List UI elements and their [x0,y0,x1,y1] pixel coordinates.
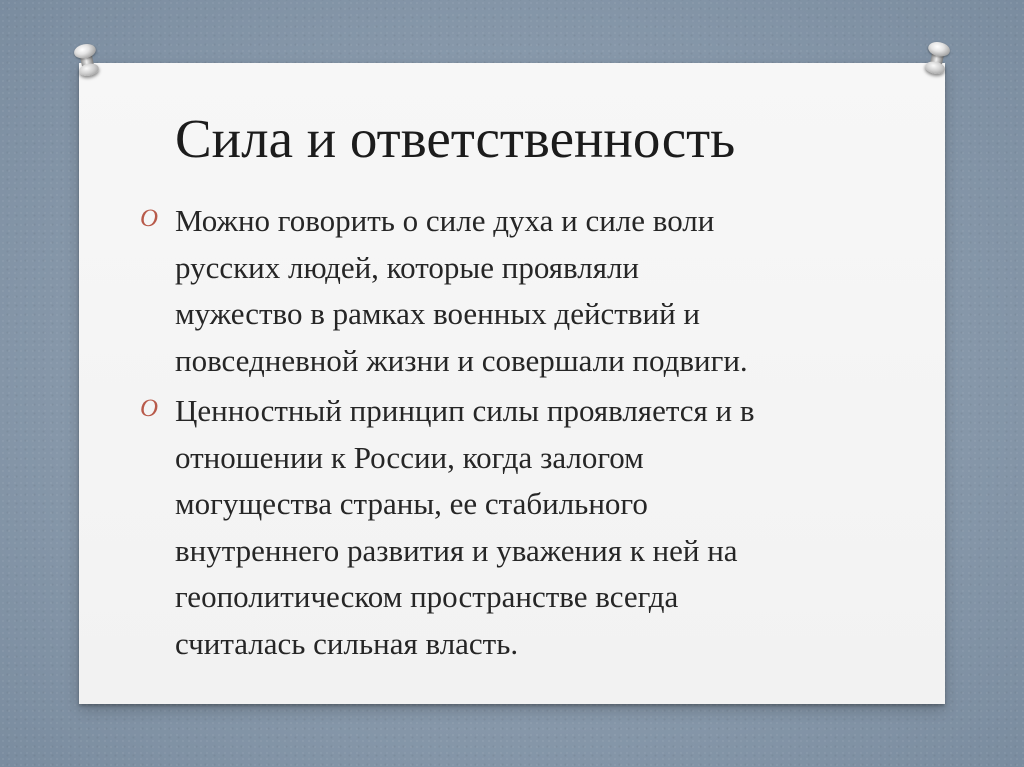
bullet-line: внутреннего развития и уважения к ней на [175,532,738,568]
slide-title: Сила и ответственность [175,108,736,169]
bullet-list [137,198,897,671]
bullet-marker: O [140,395,159,422]
bullet-line: мужество в рамках военных действий и [175,296,701,331]
bullet-line: русских людей, которые проявляли [175,249,640,285]
bullet-line: геополитическом пространстве всегда [175,579,679,614]
pushpin-icon [923,40,952,78]
bullet-marker: O [140,205,159,232]
bullet-line: Ценностный принцип силы проявляется и в [175,393,755,428]
pushpin-icon [73,42,102,80]
bullet-line: отношении к России, когда залогом [175,439,644,475]
bullet-item [137,388,897,667]
bullet-line: считалась сильная власть. [175,625,519,661]
bullet-line: могущества страны, ее стабильного [175,486,648,521]
bullet-line: повседневной жизни и совершали подвиги. [175,342,748,378]
bullet-item [137,198,897,384]
bullet-line: Можно говорить о силе духа и силе воли [175,203,715,238]
